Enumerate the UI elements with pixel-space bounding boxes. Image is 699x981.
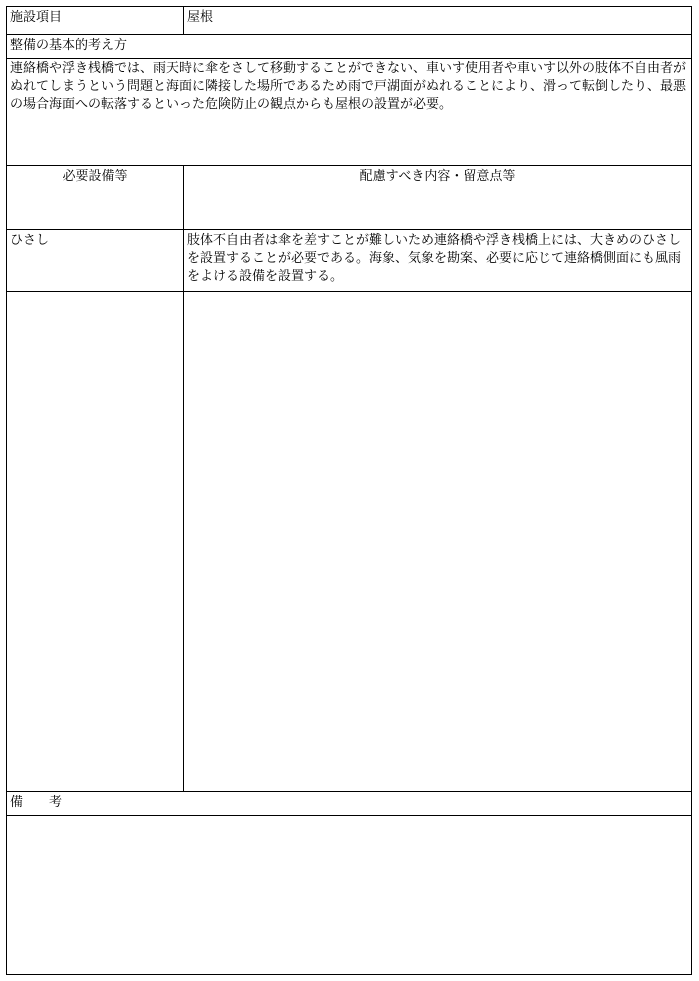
basic-policy-text: 連絡橋や浮き桟橋では、雨天時に傘をさして移動することができない、車いす使用者や車いす以外の肢体不自由者がぬれてしまうという問題と海面に隣接した場所であるため雨で戸湖面がぬれることにより、滑って転倒したり、最悪の場合海面への転落するといった危険防止の観点からも屋根の設置が必要。 — [10, 61, 687, 112]
empty-considerations-cell — [184, 292, 691, 791]
remarks-body-row — [7, 816, 691, 974]
facility-row — [7, 7, 691, 35]
basic-policy-header-row — [7, 35, 691, 59]
table-header-row — [7, 166, 691, 230]
considerations-column-header: 配慮すべき内容・留意点等 — [359, 169, 516, 184]
table-row — [7, 230, 691, 292]
remarks-text — [7, 816, 691, 974]
basic-policy-label: 整備の基本的考え方 — [10, 38, 128, 53]
empty-equipment-cell — [7, 292, 184, 791]
equipment-column-header: 必要設備等 — [7, 166, 184, 229]
empty-table-row — [7, 292, 691, 792]
facility-label: 施設項目 — [7, 7, 184, 34]
remarks-header-row — [7, 792, 691, 816]
facility-value: 屋根 — [187, 10, 214, 25]
basic-policy-body-row — [7, 59, 691, 166]
equipment-cell: ひさし — [7, 230, 184, 291]
facility-sheet — [6, 6, 692, 975]
remarks-label: 備 考 — [10, 795, 63, 810]
considerations-cell: 肢体不自由者は傘を差すことが難しいため連絡橋や浮き桟橋上には、大きめのひさしを設置することが必要である。海象、気象を勘案、必要に応じて連絡橋側面にも風雨をよける設備を設置する。 — [187, 233, 682, 284]
